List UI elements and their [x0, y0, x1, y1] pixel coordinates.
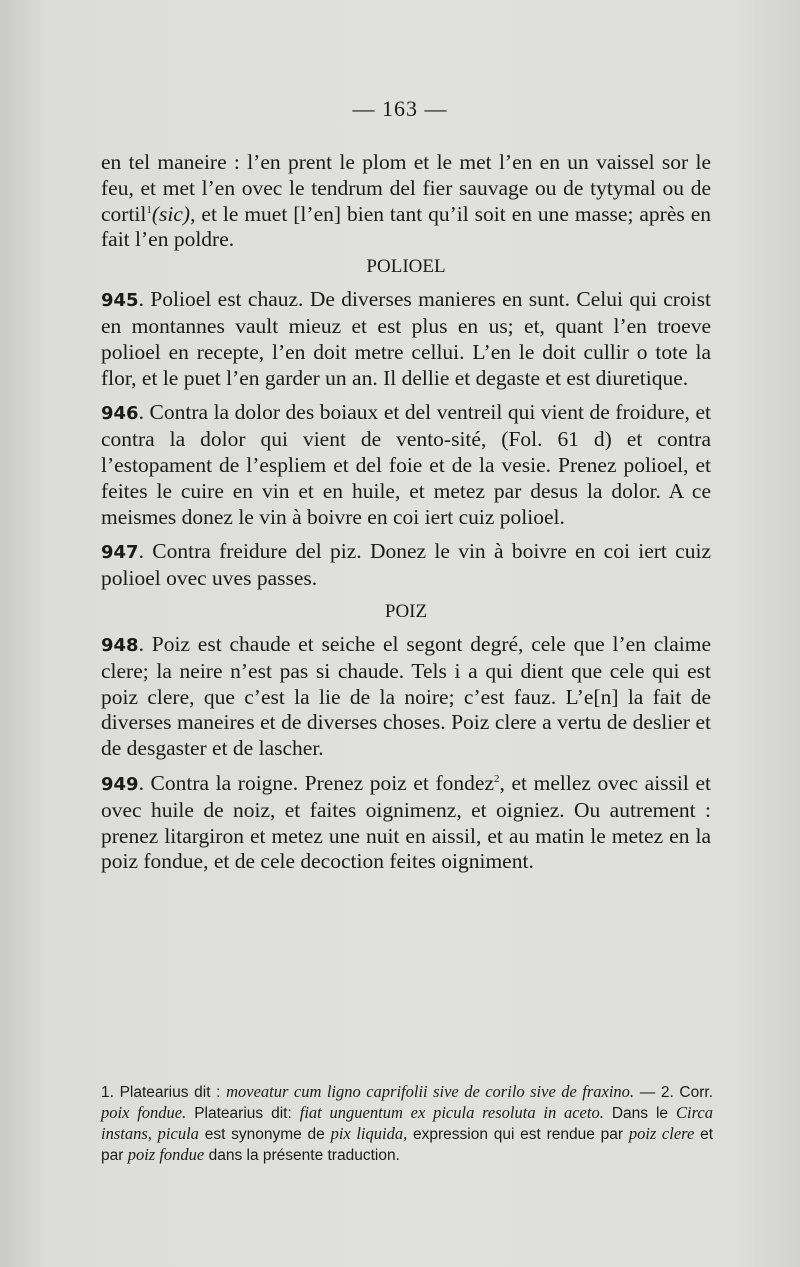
entry-number-946: 946 — [101, 403, 139, 425]
footnote-ref-1: 1 — [146, 203, 152, 216]
footnote-2-text6: dans la présente traduction. — [208, 1147, 400, 1164]
footnote-2-quote: fiat unguentum ex picula resoluta in aceto. — [299, 1103, 604, 1122]
footnote-2-correction: poix fondue. — [101, 1103, 187, 1122]
entry-number-947: 947 — [101, 542, 139, 564]
paragraph-945 — [101, 287, 711, 391]
paragraph-continuation — [101, 150, 711, 253]
continuation-text: en tel maneire : l’en prent le plom et le met l’en en un vaissel sor le feu, et met l’en ovec le tendrum del fier sauvage ou de tytymal ou de cortil — [101, 150, 711, 226]
paragraph-948 — [101, 632, 711, 762]
heading-poiz: POIZ — [384, 600, 428, 622]
entry-text-949a: . Contra la roigne. Prenez poiz et fondez — [138, 770, 495, 795]
heading-polioel: POLIOEL — [366, 256, 446, 278]
body-text — [101, 150, 711, 875]
footnote-2-text2: Dans le — [611, 1105, 669, 1122]
continuation-end: , et le muet [l’en] bien tant qu’il soit en une masse; après en fait l’en poldre. — [101, 201, 711, 252]
footnote-2-poiz-clere: poiz clere — [628, 1124, 695, 1143]
page-number: — 163 — — [352, 96, 448, 121]
entry-number-949: 949 — [101, 773, 139, 795]
paragraph-947 — [101, 539, 711, 592]
footnote-2-text4: expression qui est rendue par — [413, 1126, 624, 1143]
sic-note: (sic) — [151, 201, 191, 226]
footnote-1-label: 1. Platearius dit : — [101, 1084, 221, 1101]
footnote-2-picula: picula — [157, 1124, 199, 1143]
entry-text-949b: , et mellez ovec aissil et ovec huile de noiz, et faites oignimenz, et oigniez. Ou autrement : prenez litargiron et metez une nuit en aissil, et au matin le metez en la poiz fondue, et de cele decoction feites oigniment. — [101, 770, 711, 874]
entry-number-948: 948 — [101, 634, 139, 656]
footnote-ref-2: 2 — [494, 772, 500, 785]
footnote-2-text3: est synonyme de — [204, 1126, 325, 1143]
footnote-1-quote: moveatur cum ligno caprifolii sive de corilo sive de fraxino. — [226, 1082, 635, 1101]
entry-text-947: . Contra freidure del piz. Donez le vin à boivre en coi iert cuiz polioel ovec uves passes. — [101, 539, 711, 591]
footnote-2-label: — 2. Corr. — [639, 1084, 714, 1101]
footnote-2-circa: Circa instans, — [101, 1103, 713, 1143]
entry-text-948: . Poiz est chaude et seiche el segont degré, cele que l’en claime clere; la neire n’est pas si chaude. Tels i a qui dient que cele qui est poiz clere, que c’est la lie de la noire; c’est fauz. L’e[n] la fait de diverses maneires et de diverses choses. Poiz clere a vertu de deslier et de desgaster et de lascher. — [101, 631, 711, 761]
entry-number-945: 945 — [101, 290, 139, 312]
entry-text-945: . Polioel est chauz. De diverses manieres en sunt. Celui qui croist en montannes vault mieuz et est plus en us; et, quant l’en troeve polioel en recepte, l’en doit metre cellui. L’en le doit cullir o tote la flor, et le puet l’en garder un an. Il dellie et degaste et est diuretique. — [101, 287, 711, 390]
footnote-2-text5: et par — [101, 1126, 714, 1164]
footnote-2-text1: Platearius dit: — [194, 1105, 292, 1122]
footnote-2-poiz-fondue: poiz fondue — [127, 1145, 205, 1164]
entry-text-946: . Contra la dolor des boiaux et del ventreil qui vient de froidure, et contra la dolor qui vient de vento-sité, (Fol. 61 d) et contra l’estopament de l’espliem et del foie et de la vesie. Prenez polioel, et feites le cuire en vin et en huile, et metez par desus la dolor. A ce meismes donez le vin à boivre en coi iert cuiz polioel. — [101, 400, 711, 529]
paragraph-946 — [101, 400, 711, 530]
footnotes — [101, 1082, 713, 1166]
footnote-2-pix: pix liquida, — [330, 1124, 408, 1143]
paragraph-949 — [101, 771, 711, 875]
